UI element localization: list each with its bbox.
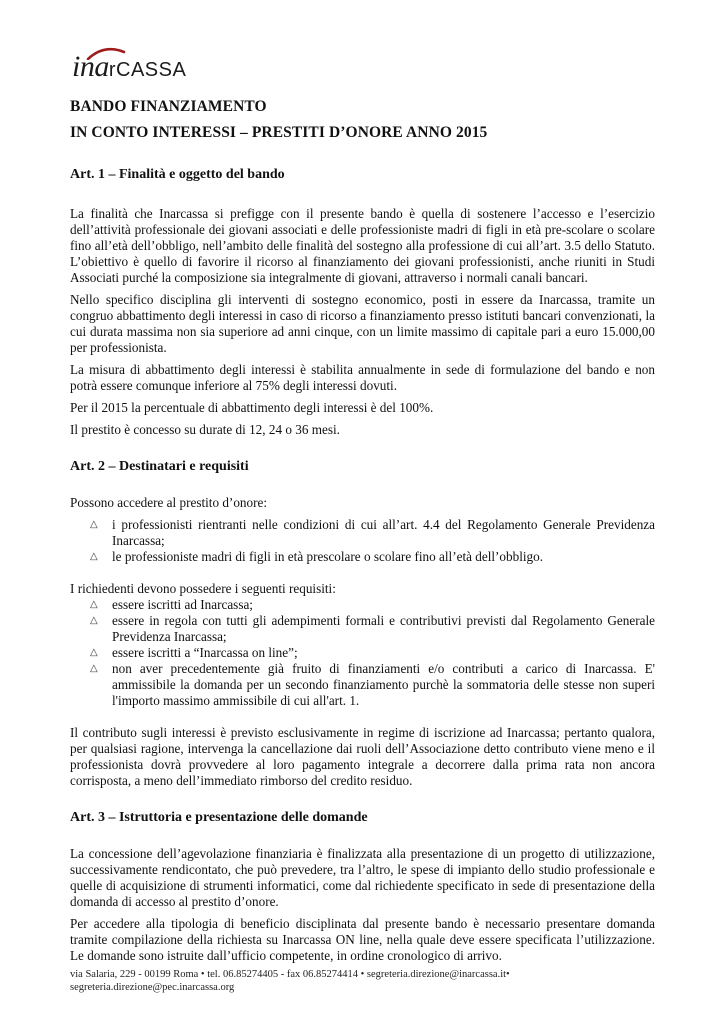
list-item (70, 645, 655, 661)
triangle-bullet-icon: △ (90, 519, 98, 530)
title-line-2: IN CONTO INTERESSI – PRESTITI D’ONORE ANNO 2015 (70, 124, 488, 141)
art2-intro: Possono accedere al prestito d’onore: (70, 495, 268, 510)
list-item (70, 661, 655, 709)
art3-heading: Art. 3 – Istruttoria e presentazione delle domande (70, 810, 368, 825)
list-item (70, 549, 655, 565)
triangle-bullet-icon: △ (90, 663, 98, 674)
triangle-bullet-icon: △ (90, 599, 98, 610)
requirements-list (70, 597, 655, 709)
list-item-text: le professioniste madri di figli in età prescolare o scolare fino all’età dell’obbligo. (112, 549, 544, 564)
art1-paragraph-2: Nello specifico disciplina gli interventi di sostegno economico, posti in essere da Inarcassa, tramite un congruo abbattimento degli interessi in caso di ricorso a finanziamento presso istituti bancari convenzionati, la cui durata massima non sia superiore ad anni cinque, con un limite massimo di capitale pari a euro 15.000,00 per professionista. (70, 292, 655, 355)
logo-wordmark (72, 52, 186, 87)
triangle-bullet-icon: △ (90, 647, 98, 658)
list-item-text: i professionisti rientranti nelle condizioni di cui all’art. 4.4 del Regolamento Generale Previdenza Inarcassa; (112, 517, 655, 548)
art1-paragraph-4: Per il 2015 la percentuale di abbattimento degli interessi è del 100%. (70, 400, 434, 415)
list-item (70, 597, 655, 613)
title-line-1: BANDO FINANZIAMENTO (70, 98, 267, 115)
triangle-bullet-icon: △ (90, 551, 98, 562)
art1-paragraph-5: Il prestito è concesso su durate di 12, 24 o 36 mesi. (70, 422, 340, 437)
art1-heading: Art. 1 – Finalità e oggetto del bando (70, 167, 285, 182)
list-item-text: essere iscritti a “Inarcassa on line”; (112, 645, 298, 660)
footer-contact-line: via Salaria, 229 - 00199 Roma • tel. 06.85274405 - fax 06.85274414 • segreteria.direzione@inarcassa.it• (70, 969, 510, 980)
list-item-text: non aver precedentemente già fruito di finanziamenti e/o contributi a carico di Inarcassa. E' ammissibile la domanda per un secondo finanziamento purchè la sommatoria delle stesse non superi l'importo massimo ammissibile di cui all'art. 1. (112, 661, 655, 708)
triangle-bullet-icon: △ (90, 615, 98, 626)
list-item-text: essere iscritti ad Inarcassa; (112, 597, 253, 612)
list-item (70, 517, 655, 549)
art1-paragraph-3: La misura di abbattimento degli interessi è stabilita annualmente in sede di formulazione del bando e non potrà essere comunque inferiore al 75% degli interessi dovuti. (70, 362, 655, 393)
art3-paragraph-2: Per accedere alla tipologia di beneficio disciplinata dal presente bando è necessario presentare domanda tramite compilazione della richiesta su Inarcassa ON line, nella quale deve essere specificata l’utilizzazione. Le domande sono istruite dall’ufficio competente, in ordine cronologico di arrivo. (70, 916, 655, 963)
logo-text-ina: ina (72, 50, 109, 83)
art2-heading: Art. 2 – Destinatari e requisiti (70, 459, 249, 474)
art2-paragraph-final: Il contributo sugli interessi è previsto esclusivamente in regime di iscrizione ad Inarcassa; pertanto qualora, per qualsiasi ragione, intervenga la cancellazione dai ruoli dell’Associazione detto contributo viene meno e il professionista dovrà provvedere al loro pagamento integrale a decorrere dalla prima rata non ancora corrisposta, a meno dell’immediato rimborso del credito residuo. (70, 725, 655, 788)
art2-requirements-intro: I richiedenti devono possedere i seguenti requisiti: (70, 581, 336, 596)
logo-text-cassa: rCASSA (108, 59, 187, 81)
art1-paragraph-1: La finalità che Inarcassa si prefigge con il presente bando è quella di sostenere l’accesso e l’esercizio dell’attività professionale dei giovani associati e delle professioniste madri di figli in età pre-scolare o scolare fino all’età dell’obbligo, nell’ambito delle finalità del sostegno alla professione di cui all’art. 3.5 dello Statuto. L’obiettivo è quello di favorire il ricorso al finanziamento dei giovani professionisti, anche riuniti in Studi Associati purché la composizione sia integralmente di giovani, attraverso i normali canali bancari. (70, 206, 655, 285)
list-item-text: essere in regola con tutti gli adempimenti formali e contributivi previsti dal Regolamento Generale Previdenza Inarcassa; (112, 613, 655, 644)
beneficiaries-list (70, 517, 655, 565)
page-footer (70, 968, 630, 994)
list-item (70, 613, 655, 645)
document-body (70, 94, 655, 964)
footer-pec-line: segreteria.direzione@pec.inarcassa.org (70, 982, 235, 993)
art3-paragraph-1: La concessione dell’agevolazione finanziaria è finalizzata alla presentazione di un progetto di utilizzazione, successivamente rendicontato, che può prevedere, tra l’altro, le spese di impianto dello studio professionale e quelle di acquisizione di strumenti informatici, come dal richiedente specificato in sede di presentazione della domanda di accesso al prestito d’onore. (70, 846, 655, 909)
